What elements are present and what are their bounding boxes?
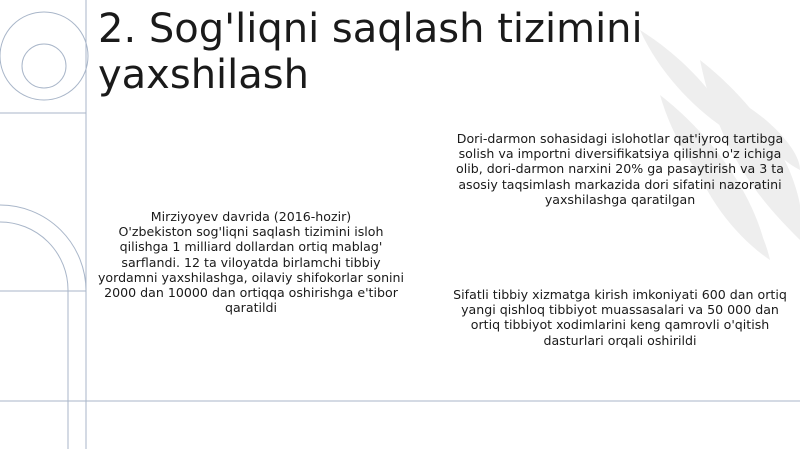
healthcare-access-paragraph: Sifatli tibbiy xizmatga kirish imkoniyati 600 dan ortiq yangi qishloq tibbiyot muassasalari va 50 000 dan ortiq tibbiyot xodimlarini keng qamrovli o'qitish dasturlari orqali oshirildi	[453, 287, 787, 348]
medicine-reform-paragraph: Dori-darmon sohasidagi islohotlar qat'iyroq tartibga solish va importni diversifikatsiya qilishni o'z ichiga olib, dori-darmon narxini 20% ga pasaytirish va 3 ta asosiy taqsimlash markazida dori sifatini nazoratini yaxshilashga qaratilgan	[456, 131, 784, 207]
left-text-block	[96, 209, 406, 315]
arch-inner	[0, 222, 68, 449]
top-inner-circle	[22, 44, 66, 88]
slide-title: 2. Sog'liqni saqlash tizimini yaxshilash	[98, 6, 643, 98]
period-heading: Mirziyoyev davrida (2016-hozir)	[150, 209, 352, 224]
top-outer-circle	[0, 12, 88, 100]
left-paragraph: O'zbekiston sog'liqni saqlash tizimini isloh qilishga 1 milliard dollardan ortiq mablag' sarflandi. 12 ta viloyatda birlamchi tibbiy yordamni yaxshilashga, oilaviy shifokorlar sonini 2000 dan 10000 dan ortiqqa oshirishga e'tibor qaratildi	[97, 224, 405, 316]
arch-outer	[0, 205, 86, 291]
